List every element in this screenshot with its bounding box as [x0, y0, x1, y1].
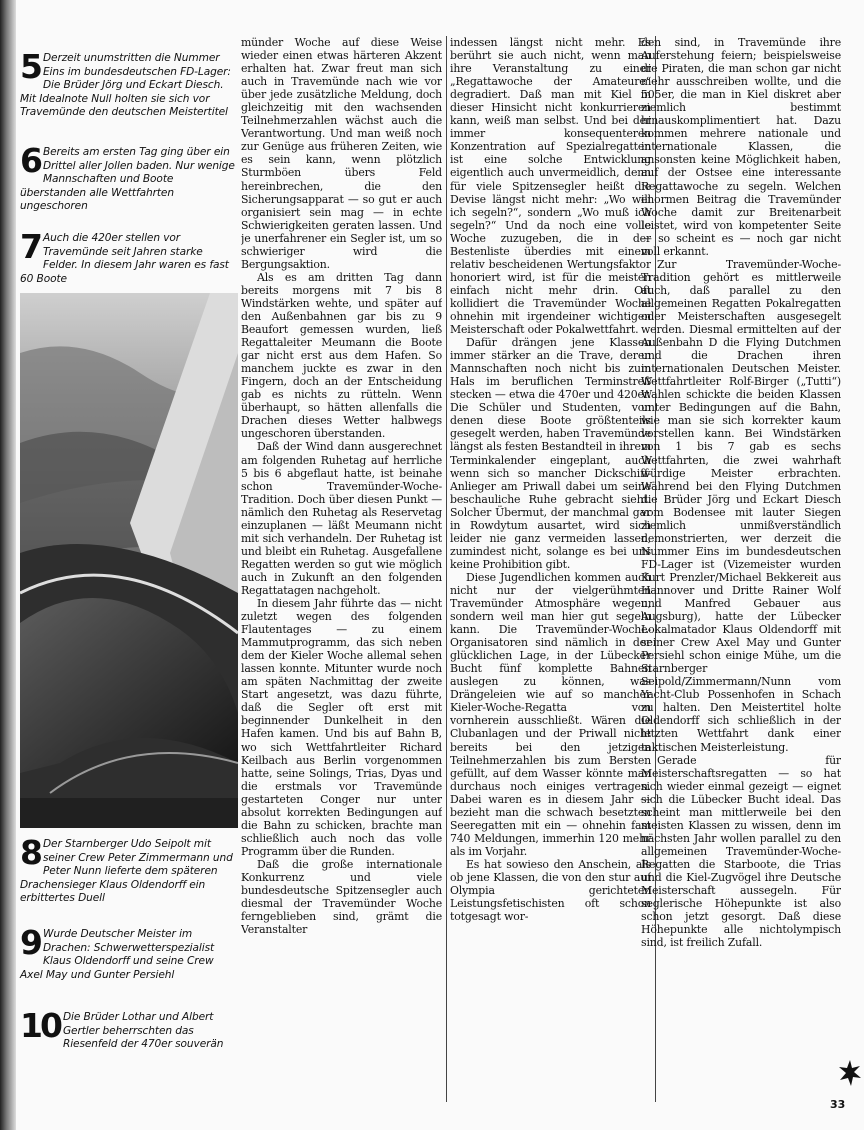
- caption-number: 5: [20, 47, 40, 86]
- paragraph: Es hat sowieso den Anschein, als ob jene Klassen, die von den stur auf Olympia gerichteten Leistungsfetischisten oft schon totgesagt wor-: [450, 857, 651, 924]
- paragraph: Daß die große internationale Konkurrenz und viele bundesdeutsche Spitzensegler auch diesmal der Travemünder Woche ferngeblieben sind, grämt die Veranstalter: [241, 857, 442, 937]
- paragraph: Gerade für Meisterschaftsregatten — so hat sich wieder einmal gezeigt — eignet sich die Lübecker Bucht ideal. Das scheint man mittlerweile bei den meisten Klassen zu wissen, denn im nächsten Jahr wollen parallel zu den allgemeinen Travemünder-Woche-Regatten die Starboote, die Trias und die Kiel-Zugvögel ihre Deutsche Meisterschaft aussegeln. Für seglerische Höhepunkte ist also schon jetzt gesorgt. Daß diese Höhepunkte alle nichtolympisch sind, ist freilich Zufall.: [641, 753, 841, 950]
- caption-text: Auch die 420er stellen vor Travemünde seit Jahren starke Felder. In diesem Jahr waren es fast 60 Boote: [20, 232, 229, 285]
- caption-text: Die Brüder Lothar und Albert Gertler beherrschten das Riesenfeld der 470er souverän: [62, 1011, 224, 1050]
- article-column-2: [450, 36, 651, 1102]
- photo-image: [20, 293, 238, 828]
- caption-10: [20, 1006, 238, 1052]
- column-divider: [446, 36, 447, 1102]
- paragraph: Zur Travemünder-Woche-Tradition gehört es mittlerweile auch, daß parallel zu den allgemeinen Regatten Pokalregatten oder Meisterschaften ausgesegelt werden. Diesmal ermittelten auf der Außenbahn D die Flying Dutchmen und die Drachen ihren internationalen Deutschen Meister. Wettfahrtleiter Rolf-Birger („Tutti“) Wahlen schickte die beiden Klassen unter Bedingungen auf die Bahn, wie man sie sich korrekter kaum vorstellen kann. Bei Windstärken von 1 bis 7 gab es sechs Wettfahrten, die zwei wahrhaft würdige Meister erbrachten. Während bei den Flying Dutchmen die Brüder Jörg und Eckart Diesch vom Bodensee mit lauter Siegen ziemlich unmißverständlich demonstrierten, wer derzeit die Nummer Eins im bundesdeutschen FD-Lager ist (Vizemeister wurden Kurt Prenzler/Michael Bekkereit aus Hannover und Dritte Rainer Wolf und Manfred Gebauer aus Augsburg), hatte der Lübecker Lokalmatador Klaus Oldendorff mit seiner Crew Axel May und Gunter Persiehl schon einige Mühe, um die Starnberger Seipold/Zimmermann/Nunn vom Yacht-Club Possenhofen in Schach zu halten. Den Meistertitel holte Oldendorff sich schließlich in der letzten Wettfahrt dank einer taktischen Meisterleistung.: [641, 257, 841, 754]
- captions-bottom: [20, 833, 238, 1052]
- caption-text: Wurde Deutscher Meister im Drachen: Schwerwetterspezialist Klaus Oldendorff und seine Crew Axel May und Gunter Persiehl: [20, 928, 215, 981]
- caption-5: [20, 47, 238, 146]
- caption-number: 10: [20, 1006, 60, 1045]
- captions-top: [20, 47, 238, 286]
- page-gutter-shadow: [0, 0, 16, 1130]
- paragraph: den sind, in Travemünde ihre Auferstehung feiern; beispielsweise die Piraten, die man schon gar nicht mehr ausschreiben wollte, und die 505er, die man in Kiel diskret aber ziemlich bestimmt hinauskomplimentiert hat. Dazu kommen mehrere nationale und internationale Klassen, die ansonsten keine Möglichkeit haben, auf der Ostsee eine interessante Regattawoche zu segeln. Welchen enormen Beitrag die Travemünder Woche damit zur Breitenarbeit leistet, wird von kompetenter Seite — so scheint es — noch gar nicht voll erkannt.: [641, 36, 841, 258]
- caption-text: Derzeit unumstritten die Nummer Eins im bundesdeutschen FD-Lager: Die Brüder Jörg und Eckart Diesch. Mit Idealnote Null holten sie sich vor Travemünde den deutschen Meistertitel: [20, 52, 231, 118]
- caption-text: Der Starnberger Udo Seipolt mit seiner Crew Peter Zimmermann und Peter Nunn lieferte dem späteren Drachensieger Klaus Oldendorff ein erbittertes Duell: [20, 838, 233, 904]
- caption-number: 6: [20, 141, 40, 180]
- publisher-emblem-icon: [838, 1058, 862, 1090]
- paragraph: In diesem Jahr führte das — nicht zuletzt wegen des folgenden Flautentages — zu einem Mammutprogramm, das sich neben dem der Kieler Woche allemal sehen lassen konnte. Mitunter wurde noch am späten Nachmittag der zweite Start angesetzt, was dazu führte, daß die Segler oft erst mit beginnender Dunkelheit in den Hafen kamen. Und bis auf Bahn B, wo sich Wettfahrtleiter Richard Keilbach aus Berlin vorgenommen hatte, seine Solings, Trias, Dyas und die erstmals vor Travemünde gestarteten Conger nur unter absolut korrekten Bedingungen auf die Bahn zu schicken, brachte man schließlich auch noch das volle Programm über die Runden.: [241, 597, 442, 858]
- caption-number: 8: [20, 833, 40, 872]
- page-number: 33: [830, 1098, 846, 1111]
- paragraph: Daß der Wind dann ausgerechnet am folgenden Ruhetag auf herrliche 5 bis 6 abgeflaut hatte, ist beinahe schon Travemünder-Woche-Tradition. Doch über diesen Punkt — nämlich den Ruhetag als Reservetag einzuplanen — läßt Meumann nicht mit sich verhandeln. Der Ruhetag ist und bleibt ein Ruhetag. Ausgefallene Regatten werden so gut wie möglich auch in Zukunft an den folgenden Regattatagen nachgeholt.: [241, 440, 442, 597]
- sailing-photo: [20, 293, 238, 828]
- caption-number: 7: [20, 227, 40, 266]
- caption-7: [20, 227, 238, 286]
- paragraph: indessen längst nicht mehr. Es berührt sie auch nicht, wenn man ihre Veranstaltung zu einer „Regattawoche der Amateure“ degradiert. Daß man mit Kiel in dieser Hinsicht nicht konkurrieren kann, weiß man selbst. Und bei der immer konsequenteren Konzentration auf Spezialregatten ist eine solche Entwicklung eigentlich auch unvermeidlich, denn für viele Spitzensegler heißt die Devise längst nicht mehr: „Wo will ich segeln?“, sondern „Wo muß ich segeln?“ Und da noch eine volle Woche zuzugeben, die in der Bestenliste überdies mit einem relativ bescheidenen Wertungsfaktor honoriert wird, ist für die meisten einfach nicht mehr drin. Oft kollidiert die Travemünder Woche ohnehin mit irgendeiner wichtigen Meisterschaft oder Pokalwettfahrt.: [450, 36, 651, 337]
- paragraph: Dafür drängen jene Klassen immer stärker an die Trave, deren Mannschaften noch nicht bis zum Hals im beruflichen Terminstreß stecken — etwa die 470er und 420er. Die Schüler und Studenten, von denen diese Boote größtenteils gesegelt werden, haben Travemünde längst als festen Bestandteil in ihrem Terminkalender eingeplant, auch wenn sich so mancher Dickschiff-Anlieger am Priwall dabei um seine beschauliche Ruhe gebracht sieht. Solcher Übermut, der manchmal gar in Rowdytum ausartet, wird sich leider nie ganz vermeiden lassen, zumindest nicht, solange es bei uns keine Prohibition gibt.: [450, 336, 651, 571]
- paragraph: Diese Jugendlichen kommen auch nicht nur der vielgerühmten Travemünder Atmosphäre wegen, sondern weil man hier gut segeln kann. Die Travemünder-Woche-Organisatoren sind nämlich in der glücklichen Lage, in der Lübecker Bucht fünf komplette Bahnen auslegen zu können, was Drängeleien wie auf so mancher Kieler-Woche-Regatta von vornherein ausschließt. Wären die Clubanlagen und der Priwall nicht bereits bei den jetzigen Teilnehmerzahlen bis zum Bersten gefüllt, auf dem Wasser könnte man durchaus noch einiges vertragen. Dabei waren es in diesem Jahr — bezieht man die schwach besetzten Seeregatten mit ein — ohnehin fast 740 Meldungen, immerhin 120 mehr als im Vorjahr.: [450, 570, 651, 858]
- caption-text: Bereits am ersten Tag ging über ein Drittel aller Jollen baden. Nur wenige Mannschaften und Boote überstanden alle Wettfahrten ungeschoren: [20, 146, 235, 212]
- paragraph: Als es am dritten Tag dann bereits morgens mit 7 bis 8 Windstärken wehte, und später auf den Außenbahnen gar bis zu 9 Beaufort gemessen wurden, ließ Regattaleiter Meumann die Boote gar nicht erst aus dem Hafen. So manchem juckte es zwar in den Fingern, doch an der Entscheidung gab es nichts zu rütteln. Wenn überhaupt, so hätten allenfalls die Drachen dieses Wetter halbwegs ungeschoren überstanden.: [241, 270, 442, 441]
- caption-6: [20, 141, 238, 232]
- caption-8: [20, 833, 238, 928]
- caption-number: 9: [20, 923, 40, 962]
- article-column-3: [641, 36, 841, 1102]
- caption-9: [20, 923, 238, 1011]
- paragraph: münder Woche auf diese Weise wieder einen etwas härteren Akzent erhalten hat. Zwar freut man sich auch in Travemünde nach wie vor über jede zusätzliche Meldung, doch gleichzeitig mit den wachsenden Teilnehmerzahlen wächst auch die Verantwortung. Und man weiß noch zur Genüge aus früheren Zeiten, wie es sein kann, wenn plötzlich Sturmböen übers Feld hereinbrechen, die den Sicherungsapparat — so gut er auch organisiert sein mag — in echte Schwierigkeiten geraten lassen. Und je unerfahrener ein Segler ist, um so schwieriger wird die Bergungsaktion.: [241, 36, 442, 271]
- article-column-1: [241, 36, 442, 1102]
